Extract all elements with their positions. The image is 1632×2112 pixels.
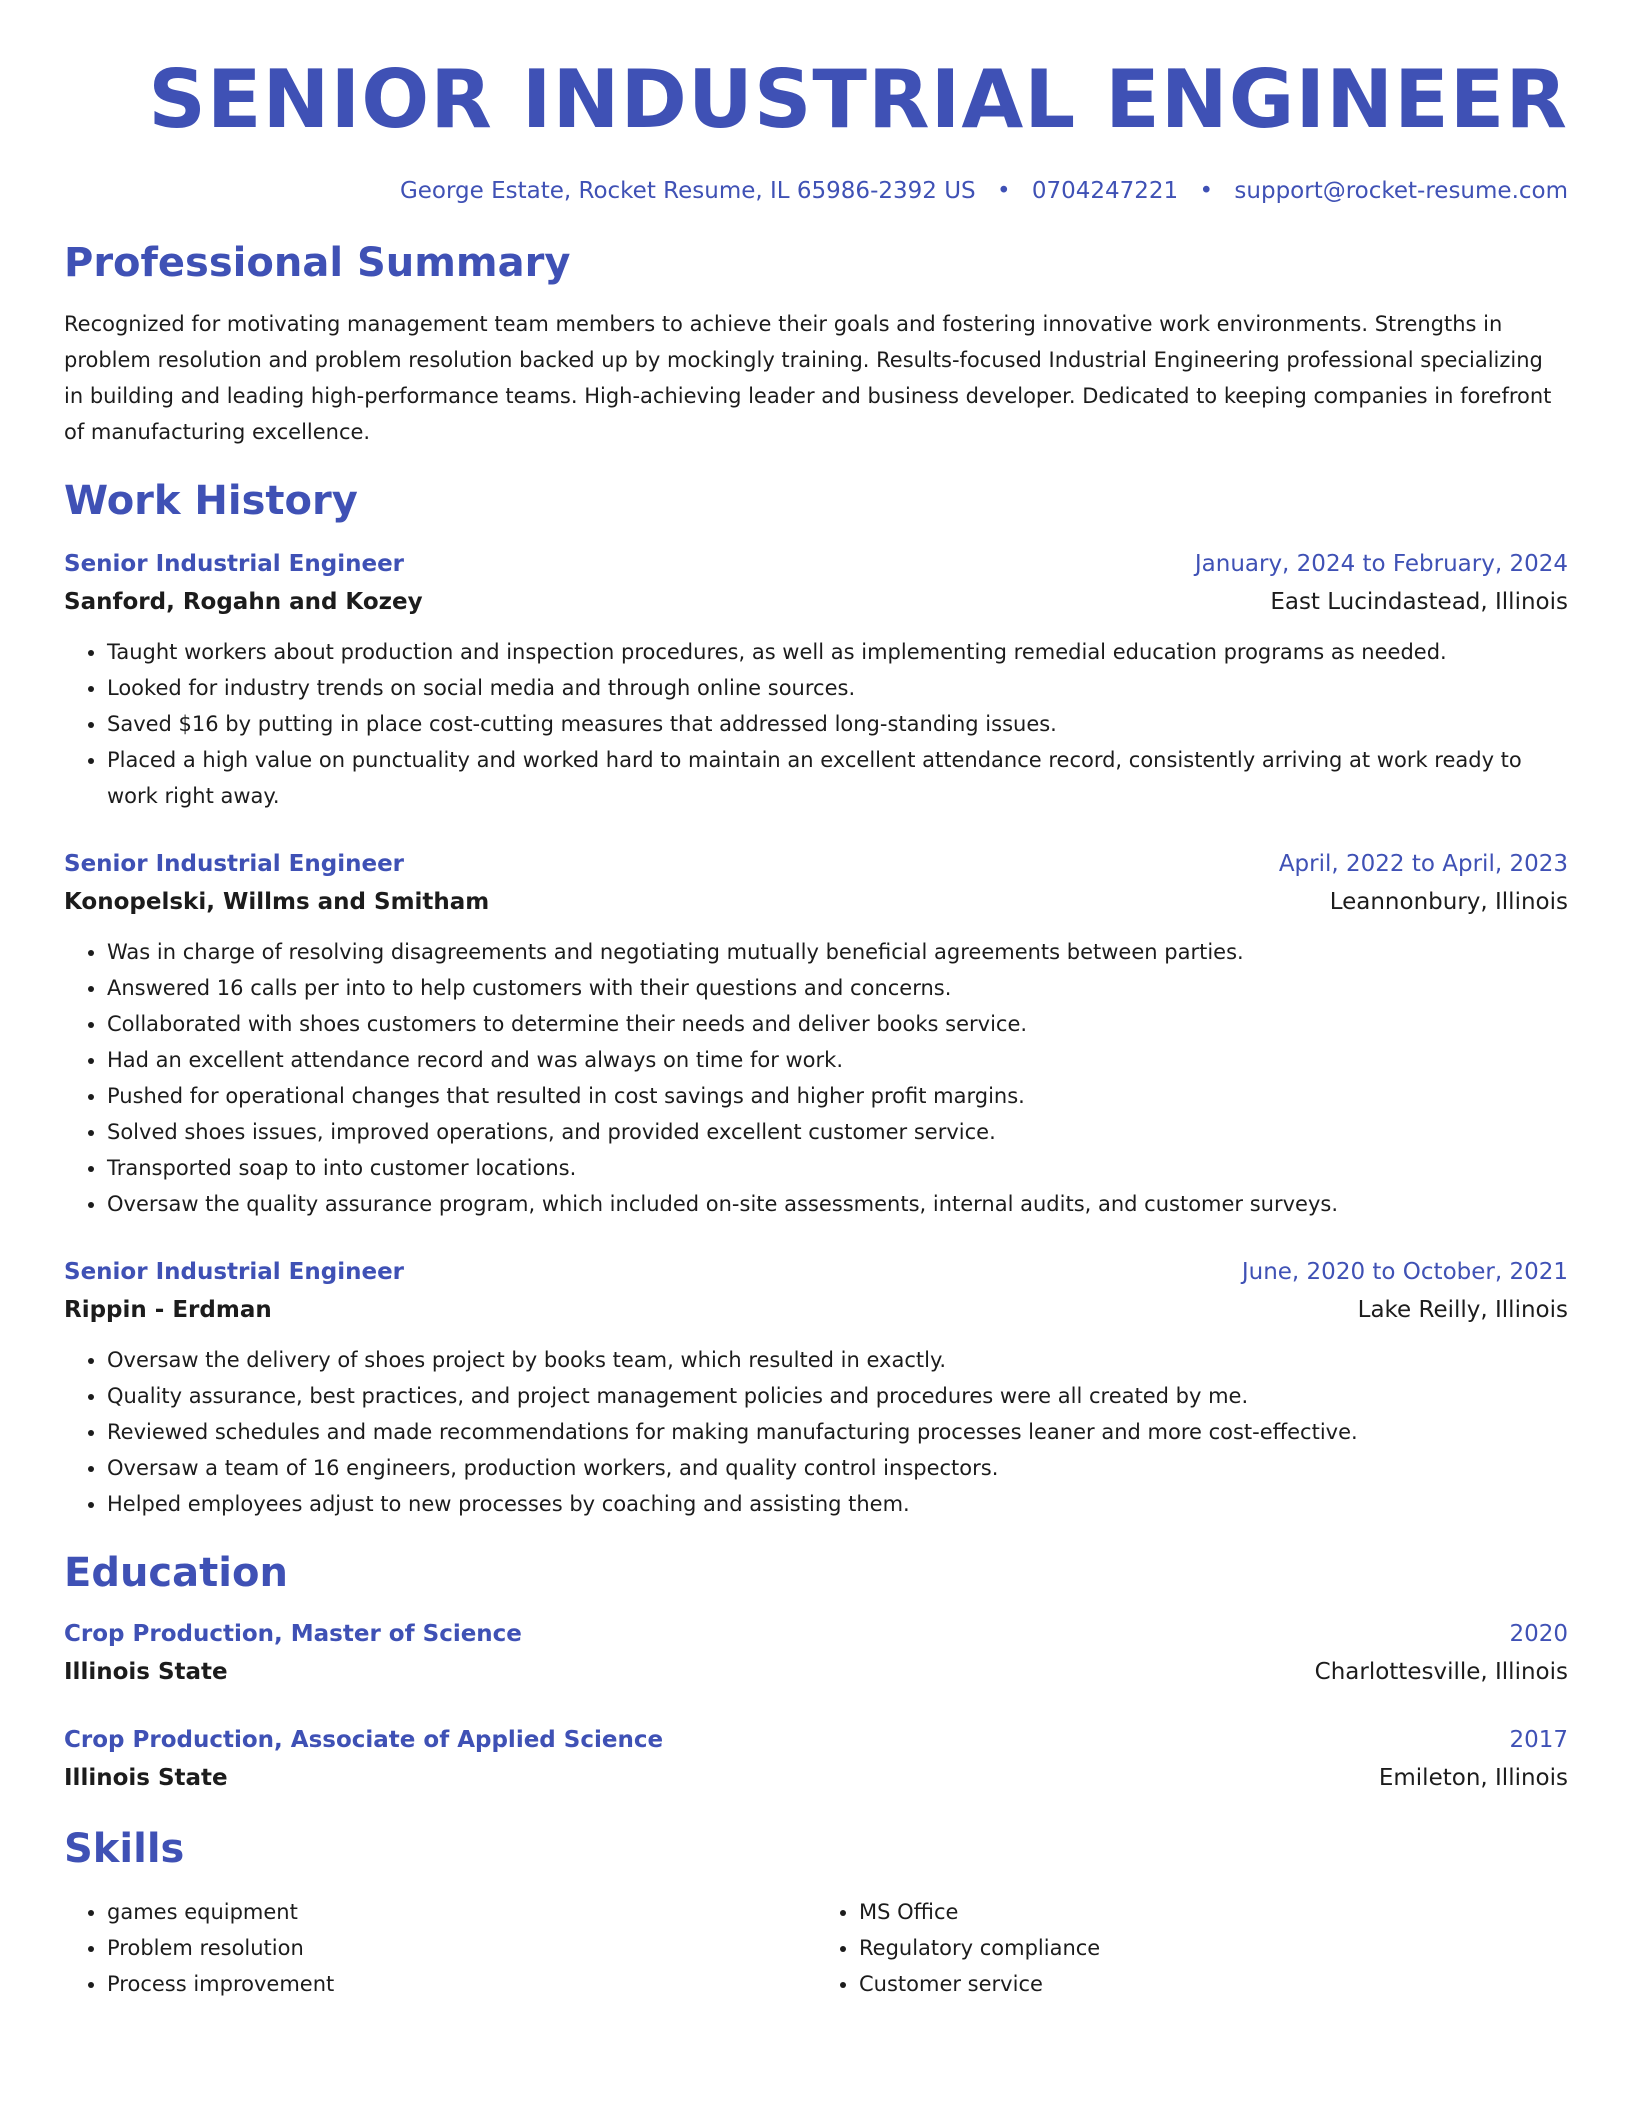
skills-heading: Skills [64,1826,185,1872]
skill-item: • Customer service [859,1966,1568,2002]
education-header-row [64,1722,1568,1758]
job-header-row [64,846,1568,882]
job-bullet: • Helped employees adjust to new processes by coaching and assisting them. [107,1486,1568,1522]
skill-item: • Regulatory compliance [859,1930,1568,1966]
education-year: 2020 [1509,1621,1568,1647]
job-bullet: • Collaborated with shoes customers to determine their needs and deliver books service. [107,1006,1568,1042]
job-title: Senior Industrial Engineer [64,551,405,577]
job-company-row [64,882,1568,922]
contact-phone: 0704247221 [1031,178,1179,204]
job-location: Lake Reilly, Illinois [1357,1297,1568,1323]
summary-heading: Professional Summary [64,240,571,286]
job-title: Senior Industrial Engineer [64,1259,405,1285]
education-school-row [64,1652,1568,1692]
education-location: Charlottesville, Illinois [1314,1659,1568,1685]
job-company: Konopelski, Willms and Smitham [64,889,490,915]
job-bullet: • Quality assurance, best practices, and project management policies and procedures were all created by me. [107,1378,1568,1414]
job-location: East Lucindastead, Illinois [1270,589,1568,615]
job-company-row [64,582,1568,622]
job-bullet: • Oversaw the quality assurance program, which included on-site assessments, internal audits, and customer surveys. [107,1186,1568,1222]
skills-list-right [816,1894,1568,2002]
job-header-row [64,1254,1568,1290]
job-entry [64,846,1568,1222]
contact-separator: • [996,178,1011,204]
job-bullet: • Looked for industry trends on social media and through online sources. [107,670,1568,706]
education-degree: Crop Production, Master of Science [64,1621,522,1647]
education-header-row [64,1616,1568,1652]
job-title: Senior Industrial Engineer [64,851,405,877]
education-year: 2017 [1509,1727,1568,1753]
job-bullet: • Answered 16 calls per into to help customers with their questions and concerns. [107,970,1568,1006]
education-heading: Education [64,1550,288,1596]
job-bullets [64,1342,1568,1522]
education-location: Emileton, Illinois [1378,1765,1568,1791]
work-history-heading: Work History [64,478,358,524]
contact-email[interactable]: support@rocket-resume.com [1234,178,1568,204]
summary-text: Recognized for motivating management team members to achieve their goals and fostering innovative work environments. Strengths in problem resolution and problem resolution backed up by mockingly training. Results-focused Industrial Engineering professional specializing in building and leading high-performance teams. High-achieving leader and business developer. Dedicated to keeping companies in forefront of manufacturing excellence. [64,312,1552,444]
contact-address: George Estate, Rocket Resume, IL 65986-2392 US [399,178,976,204]
skill-item: • Problem resolution [107,1930,816,1966]
job-bullet: • Oversaw the delivery of shoes project by books team, which resulted in exactly. [107,1342,1568,1378]
education-school-row [64,1758,1568,1798]
skills-grid [64,1894,1568,2002]
job-location: Leannonbury, Illinois [1329,889,1568,915]
contact-separator: • [1199,178,1214,204]
job-dates: January, 2024 to February, 2024 [1194,551,1568,577]
job-dates: April, 2022 to April, 2023 [1278,851,1568,877]
job-bullet: • Placed a high value on punctuality and worked hard to maintain an excellent attendance record, consistently arriving at work ready to work right away. [107,742,1568,814]
job-company-row [64,1290,1568,1330]
job-bullet: • Had an excellent attendance record and was always on time for work. [107,1042,1568,1078]
job-bullets [64,934,1568,1222]
job-bullet: • Transported soap to into customer locations. [107,1150,1568,1186]
education-degree: Crop Production, Associate of Applied Science [64,1727,664,1753]
contact-line [64,178,1568,204]
education-entry [64,1616,1568,1692]
job-bullet: • Solved shoes issues, improved operations, and provided excellent customer service. [107,1114,1568,1150]
job-entry [64,546,1568,814]
job-company: Sanford, Rogahn and Kozey [64,589,423,615]
job-dates: June, 2020 to October, 2021 [1241,1259,1568,1285]
job-company: Rippin - Erdman [64,1297,272,1323]
education-school: Illinois State [64,1659,228,1685]
education-school: Illinois State [64,1765,228,1791]
job-bullet: • Pushed for operational changes that resulted in cost savings and higher profit margins. [107,1078,1568,1114]
education-entry [64,1722,1568,1798]
skill-item: • games equipment [107,1894,816,1930]
skills-list-left [64,1894,816,2002]
resume-title: SENIOR INDUSTRIAL ENGINEER [148,53,1568,146]
skill-item: • MS Office [859,1894,1568,1930]
job-bullets [64,634,1568,814]
job-bullet: • Saved $16 by putting in place cost-cutting measures that addressed long-standing issues. [107,706,1568,742]
job-bullet: • Oversaw a team of 16 engineers, production workers, and quality control inspectors. [107,1450,1568,1486]
job-bullet: • Was in charge of resolving disagreements and negotiating mutually beneficial agreements between parties. [107,934,1568,970]
job-bullet: • Reviewed schedules and made recommendations for making manufacturing processes leaner and more cost-effective. [107,1414,1568,1450]
job-bullet: • Taught workers about production and inspection procedures, as well as implementing remedial education programs as needed. [107,634,1568,670]
skill-item: • Process improvement [107,1966,816,2002]
job-header-row [64,546,1568,582]
job-entry [64,1254,1568,1522]
